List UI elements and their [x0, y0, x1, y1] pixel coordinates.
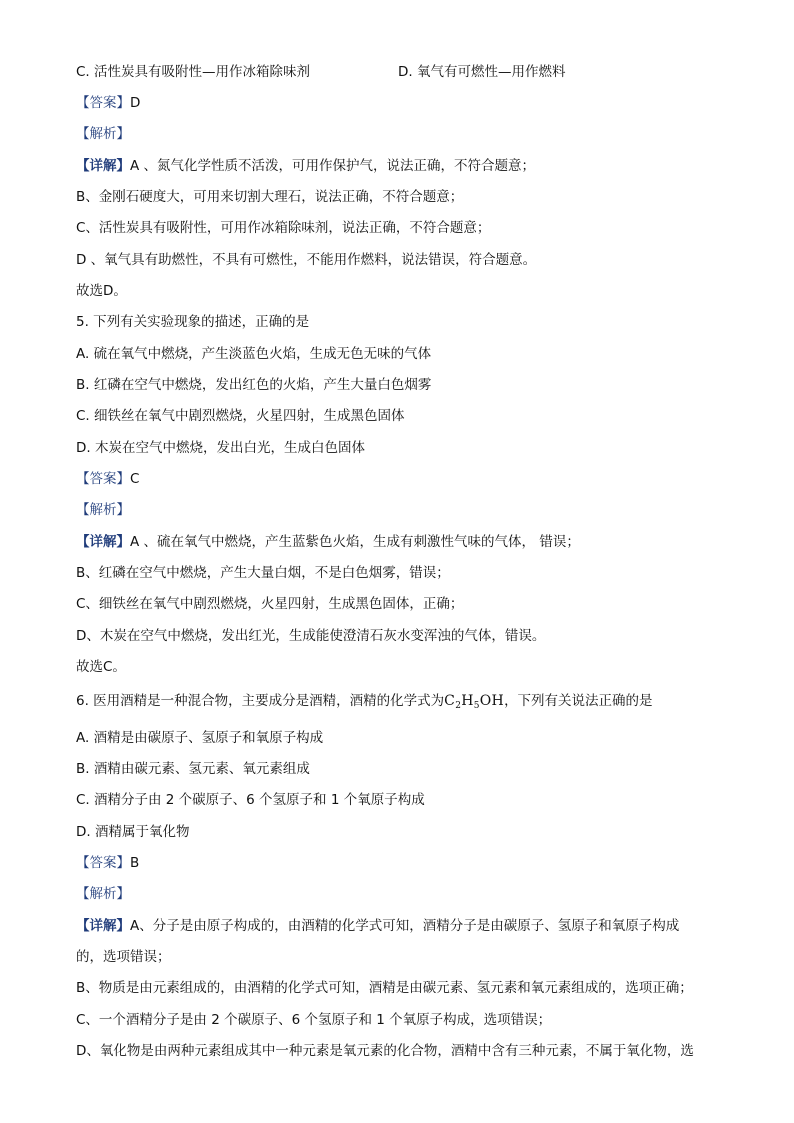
detail-text: A 、硫在氧气中燃烧，产生蓝紫色火焰，生成有刺激性气味的气体， 错误； [130, 534, 580, 550]
q4-answer [76, 92, 726, 114]
formula-c: C [444, 693, 456, 709]
q6-option-d: D. 酒精属于氧化物 [76, 824, 190, 840]
q5-detail-a [76, 531, 726, 553]
q5-answer [76, 468, 726, 490]
q6-option-a: A. 酒精是由碳原子、氢原子和氧原子构成 [76, 730, 324, 746]
q6-stem-after: ，下列有关说法正确的是 [504, 693, 653, 709]
q6-option-b: B. 酒精由碳元素、氢元素、氧元素组成 [76, 761, 310, 777]
q4-detail-c: C、活性炭具有吸附性，可用作冰箱除味剂，说法正确，不符合题意； [76, 220, 491, 236]
q5-stem: 5. 下列有关实验现象的描述，正确的是 [76, 314, 310, 330]
q6-answer [76, 852, 726, 874]
detail-label: 【详解】 [76, 158, 130, 174]
formula-oh: OH [479, 693, 505, 709]
detail-label: 【详解】 [76, 918, 130, 934]
formula-h: H [461, 693, 474, 709]
formula-h-sub: 5 [473, 701, 480, 711]
q5-option-d: D. 木炭在空气中燃烧，发出白光，生成白色固体 [76, 440, 365, 456]
q4-detail-b: B、金刚石硬度大，可用来切割大理石，说法正确，不符合题意； [76, 189, 464, 205]
q5-option-b: B. 红磷在空气中燃烧，发出红色的火焰，产生大量白色烟雾 [76, 377, 432, 393]
answer-label: 【答案】 [76, 471, 130, 487]
q4-detail-d: D 、氧气具有助燃性，不具有可燃性，不能用作燃料，说法错误，符合题意。 [76, 252, 537, 268]
analysis-label: 【解析】 [76, 886, 130, 902]
q6-analysis-heading [76, 883, 726, 905]
q4-option-c: C. 活性炭具有吸附性—用作冰箱除味剂 [76, 64, 311, 80]
q5-detail-b: B、红磷在空气中燃烧，产生大量白烟，不是白色烟雾，错误； [76, 565, 450, 581]
answer-value: D [130, 95, 141, 111]
answer-value: B [130, 855, 140, 871]
ethanol-formula [444, 693, 504, 709]
q4-detail-a [76, 155, 726, 177]
q5-detail-d: D、木炭在空气中燃烧，发出红光，生成能使澄清石灰水变浑浊的气体，错误。 [76, 628, 546, 644]
q4-option-d: D. 氧气有可燃性—用作燃料 [398, 64, 566, 80]
q6-stem [76, 690, 726, 712]
detail-text: A、分子是由原子构成的，由酒精的化学式可知，酒精分子是由碳原子、氢原子和氧原子构成 [130, 918, 680, 934]
q6-detail-a-cont: 的，选项错误； [76, 949, 171, 965]
formula-c-sub: 2 [455, 701, 462, 711]
analysis-label: 【解析】 [76, 502, 130, 518]
q5-detail-c: C、细铁丝在氧气中剧烈燃烧，火星四射，生成黑色固体，正确； [76, 596, 464, 612]
detail-text: A 、氮气化学性质不活泼，可用作保护气，说法正确，不符合题意； [130, 158, 536, 174]
q5-option-a: A. 硫在氧气中燃烧，产生淡蓝色火焰，生成无色无味的气体 [76, 346, 432, 362]
q4-conclusion: 故选D。 [76, 283, 127, 299]
answer-label: 【答案】 [76, 855, 130, 871]
detail-label: 【详解】 [76, 534, 130, 550]
q6-stem-before: 6. 医用酒精是一种混合物，主要成分是酒精，酒精的化学式为 [76, 693, 445, 709]
q5-conclusion: 故选C。 [76, 659, 126, 675]
q5-option-c: C. 细铁丝在氧气中剧烈燃烧，火星四射，生成黑色固体 [76, 408, 405, 424]
q4-options-cd [76, 61, 726, 83]
q4-analysis-heading [76, 123, 726, 145]
q6-detail-a [76, 915, 726, 937]
analysis-label: 【解析】 [76, 126, 130, 142]
q6-detail-d: D、氧化物是由两种元素组成其中一种元素是氧元素的化合物，酒精中含有三种元素，不属于氧化物，选 [76, 1043, 694, 1059]
q6-detail-c: C、一个酒精分子是由 2 个碳原子、6 个氢原子和 1 个氧原子构成，选项错误； [76, 1012, 552, 1028]
answer-label: 【答案】 [76, 95, 130, 111]
q5-analysis-heading [76, 499, 726, 521]
answer-value: C [130, 471, 140, 487]
q6-option-c: C. 酒精分子由 2 个碳原子、6 个氢原子和 1 个氧原子构成 [76, 792, 425, 808]
q6-detail-b: B、物质是由元素组成的，由酒精的化学式可知，酒精是由碳元素、氢元素和氧元素组成的，选项正确； [76, 980, 693, 996]
